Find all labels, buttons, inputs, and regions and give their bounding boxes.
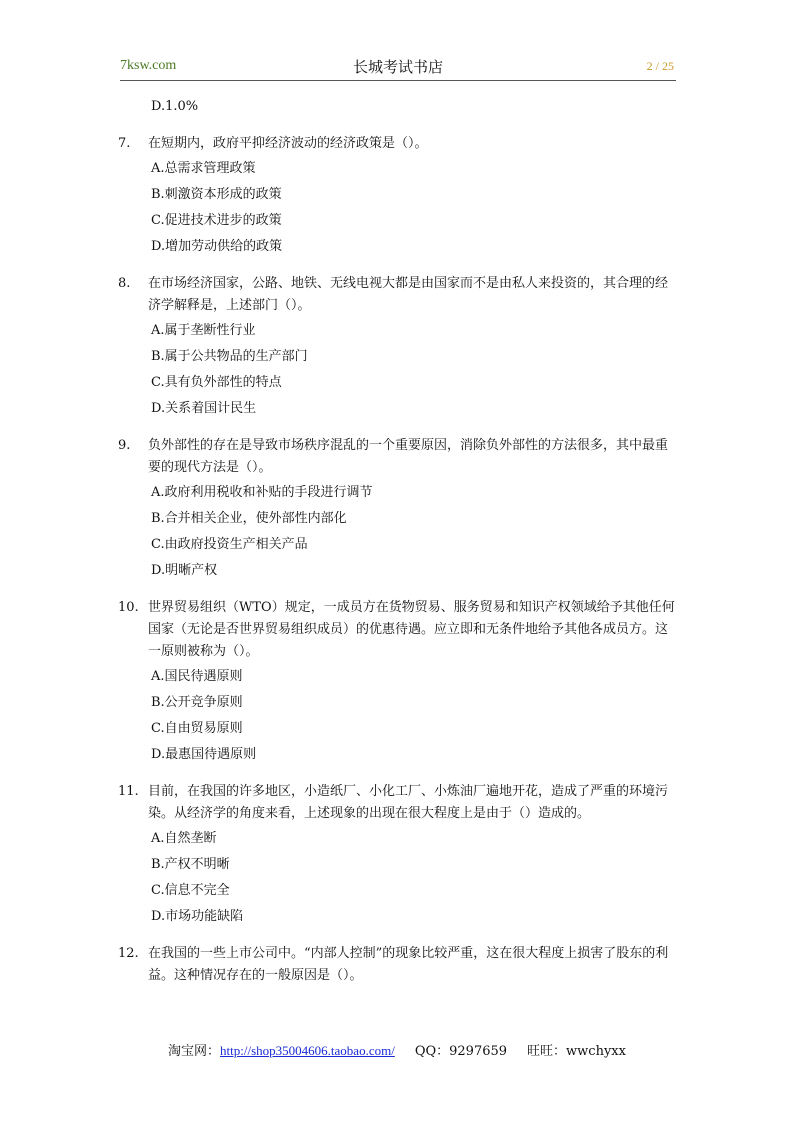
wangwang-id: 旺旺：wwchyxx: [527, 1044, 626, 1059]
answer-option: B.刺激资本形成的政策: [151, 187, 282, 202]
site-name: 7ksw.com: [120, 58, 177, 73]
answer-option: A.国民待遇原则: [151, 669, 243, 684]
answer-option: A.总需求管理政策: [151, 161, 256, 176]
question: [118, 133, 678, 155]
page-header: [120, 58, 676, 81]
question: [118, 943, 678, 987]
page-footer: [0, 1040, 794, 1059]
answer-option: D.增加劳动供给的政策: [151, 239, 283, 254]
question-text: 负外部性的存在是导致市场秩序混乱的一个重要原因，消除负外部性的方法很多，其中最重要的现代方法是（）。: [148, 438, 669, 475]
question: [118, 597, 678, 663]
question: [118, 273, 678, 317]
question-number: 11.: [118, 784, 139, 799]
answer-option: C.由政府投资生产相关产品: [151, 537, 308, 552]
answer-option: D.最惠国待遇原则: [151, 747, 257, 762]
answer-option: C.信息不完全: [151, 883, 230, 898]
answer-option: D.明晰产权: [151, 563, 218, 578]
answer-option: D.关系着国计民生: [151, 401, 257, 416]
answer-option: C.自由贸易原则: [151, 721, 243, 736]
taobao-label: 淘宝网：: [168, 1044, 221, 1059]
answer-option: D.市场功能缺陷: [151, 909, 244, 924]
answer-option: B.属于公共物品的生产部门: [151, 349, 308, 364]
taobao-link[interactable]: http://shop35004606.taobao.com/: [220, 1043, 395, 1058]
answer-option: B.产权不明晰: [151, 857, 230, 872]
answer-option: B.合并相关企业，使外部性内部化: [151, 511, 347, 526]
question-text: 目前，在我国的许多地区，小造纸厂、小化工厂、小炼油厂遍地开花，造成了严重的环境污染。从经济学的角度来看，上述现象的出现在很大程度上是由于（）造成的。: [148, 784, 669, 821]
answer-option: C.具有负外部性的特点: [151, 375, 282, 390]
question-text: 世界贸易组织（WTO）规定，一成员方在货物贸易、服务贸易和知识产权领域给予其他任何国家（无论是否世界贸易组织成员）的优惠待遇。应立即和无条件地给予其他各成员方。这一原则被称为（）。: [148, 600, 675, 659]
answer-option: A.属于垄断性行业: [151, 323, 256, 338]
question-text: 在短期内，政府平抑经济波动的经济政策是（）。: [148, 136, 428, 151]
answer-option: B.公开竞争原则: [151, 695, 243, 710]
question-number: 12.: [118, 946, 139, 961]
question: [118, 435, 678, 479]
lead-option: D.1.0%: [151, 99, 199, 114]
answer-option: A.政府利用税收和补贴的手段进行调节: [151, 485, 373, 500]
page-number: 2 / 25: [646, 59, 674, 73]
answer-option: A.自然垄断: [151, 831, 217, 846]
answer-option: C.促进技术进步的政策: [151, 213, 282, 228]
qq-number: QQ：9297659: [414, 1044, 508, 1059]
question: [118, 781, 678, 825]
question-number: 8.: [118, 276, 131, 291]
question-list: [118, 97, 678, 987]
question-number: 10.: [118, 600, 139, 615]
question-text: 在我国的一些上市公司中。“内部人控制”的现象比较严重，这在很大程度上损害了股东的利益。这种情况存在的一般原因是（）。: [148, 946, 669, 983]
question-number: 7.: [118, 136, 131, 151]
question-text: 在市场经济国家，公路、地铁、无线电视大都是由国家而不是由私人来投资的，其合理的经济学解释是，上述部门（）。: [148, 276, 669, 313]
question-number: 9.: [118, 438, 131, 453]
header-title: 长城考试书店: [352, 58, 443, 76]
